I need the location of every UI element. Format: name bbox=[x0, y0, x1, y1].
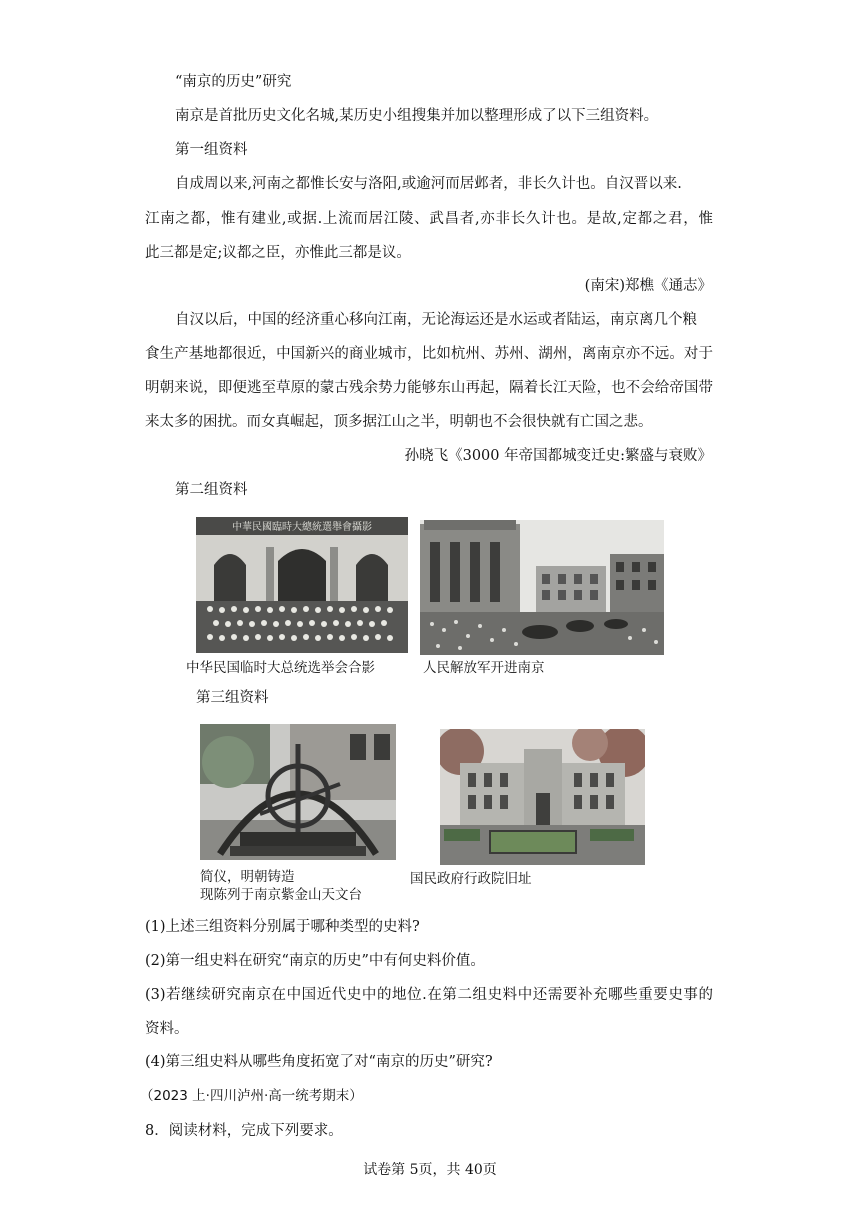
question-2: (2)第一组史料在研究“南京的历史”中有何史料价值。 bbox=[145, 953, 485, 969]
next-item: 8．阅读材料，完成下列要求。 bbox=[145, 1123, 343, 1139]
group1-passage1-line2: 江南之都，惟有建业,或据.上流而居江陵、武昌者,亦非长久计也。是故,定都之君，惟 bbox=[145, 211, 713, 227]
photo3-caption-line2: 现陈列于南京紫金山天文台 bbox=[200, 887, 362, 903]
intro-text: 南京是首批历史文化名城,某历史小组搜集并加以整理形成了以下三组资料。 bbox=[175, 108, 659, 124]
group1-passage2-line4: 来太多的困扰。而女真崛起，顶多据江山之半，明朝也不会很快就有亡国之悲。 bbox=[145, 414, 653, 430]
question-3: (3)若继续研究南京在中国近代史中的地位.在第二组史料中还需要补充哪些重要史事的 bbox=[145, 987, 713, 1003]
photo-election-group bbox=[196, 517, 408, 653]
photo-pla-enters-nanjing bbox=[420, 520, 664, 655]
photo4-caption: 国民政府行政院旧址 bbox=[410, 871, 532, 887]
page-footer: 试卷第 5页，共 40页 bbox=[363, 1162, 497, 1178]
question-4: (4)第三组史料从哪些角度拓宽了对“南京的历史”研究? bbox=[145, 1054, 493, 1070]
photo2-caption: 人民解放军开进南京 bbox=[423, 660, 545, 676]
group1-source2: 孙晓飞《3000 年帝国都城变迁史:繁盛与衰败》 bbox=[404, 448, 712, 464]
group1-source1: (南宋)郑樵《通志》 bbox=[584, 278, 712, 294]
group1-passage2-line2: 食生产基地都很近，中国新兴的商业城市，比如杭州、苏州、湖州，离南京亦不远。对于 bbox=[145, 346, 713, 362]
group1-passage1-line3: 此三都是定;议都之臣，亦惟此三都是议。 bbox=[145, 245, 411, 261]
section-heading: “南京的历史”研究 bbox=[175, 74, 292, 90]
group2-title: 第二组资料 bbox=[175, 482, 248, 498]
photo3-caption-line1: 简仪，明朝铸造 bbox=[200, 869, 295, 885]
group1-passage2-line1: 自汉以后，中国的经济重心移向江南，无论海运还是水运或者陆运，南京离几个粮 bbox=[175, 312, 697, 328]
group1-passage1-line1: 自成周以来,河南之都惟长安与洛阳,或逾河而居邺者，非长久计也。自汉晋以来. bbox=[175, 176, 682, 192]
group1-passage2-line3: 明朝来说，即便逃至草原的蒙古残余势力能够东山再起，隔着长江天险，也不会给帝国带 bbox=[145, 380, 713, 396]
question-3-continued: 资料。 bbox=[145, 1021, 189, 1037]
group3-title: 第三组资料 bbox=[196, 690, 269, 706]
photo-executive-yuan-site bbox=[440, 729, 645, 865]
photo-jianyi-instrument bbox=[200, 724, 396, 860]
group1-title: 第一组资料 bbox=[175, 142, 248, 158]
photo-banner-text: 中華民國臨時大總統選舉會攝影 bbox=[232, 522, 372, 533]
exam-source: （2023 上·四川泸州·高一统考期末） bbox=[140, 1088, 363, 1104]
question-1: (1)上述三组资料分别属于哪种类型的史料? bbox=[145, 919, 420, 935]
photo1-caption: 中华民国临时大总统选举会合影 bbox=[186, 660, 375, 676]
